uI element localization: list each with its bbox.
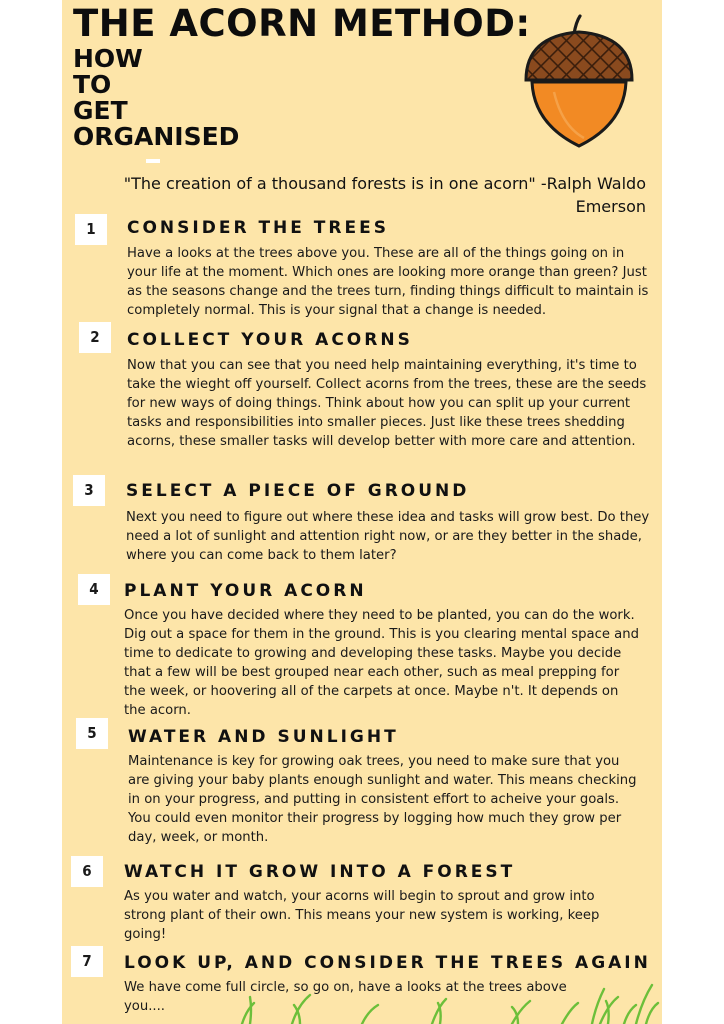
title-divider bbox=[146, 159, 160, 163]
subtitle-line: ORGANISED bbox=[73, 122, 240, 151]
step-heading: COLLECT YOUR ACORNS bbox=[127, 330, 413, 350]
step-heading: PLANT YOUR ACORN bbox=[124, 581, 367, 601]
page-title: THE ACORN METHOD: bbox=[73, 2, 531, 45]
step-number: 4 bbox=[78, 574, 110, 605]
step-number: 6 bbox=[71, 856, 103, 887]
step-body: Next you need to figure out where these idea and tasks will grow best. Do they need a lot of sunlight and attention right now, or are they better in the shade, where you can come back to them later? bbox=[126, 510, 650, 563]
step-heading: WATCH IT GROW INTO A FOREST bbox=[124, 862, 516, 882]
step-number: 2 bbox=[79, 322, 111, 353]
step-body: As you water and watch, your acorns will begin to sprout and grow into strong plant of their own. This means your new system is working, keep going! bbox=[124, 889, 600, 942]
step-heading: LOOK UP, AND CONSIDER THE TREES AGAIN bbox=[124, 953, 651, 973]
acorn-icon bbox=[524, 14, 634, 150]
step-body: Now that you can see that you need help maintaining everything, it's time to take the wieght off yourself. Collect acorns from the trees, these are the seeds for new ways of doing things. Think about how you can split up your current tasks and responsibilities into smaller pieces. Just like these trees shedding acorns, these smaller tasks will develop better with more care and attention. bbox=[127, 358, 647, 449]
subtitle-line: GET bbox=[73, 96, 128, 125]
step-heading: CONSIDER THE TREES bbox=[127, 218, 389, 238]
step-number: 7 bbox=[71, 946, 103, 977]
step-body: We have come full circle, so go on, have a looks at the trees above you.... bbox=[124, 980, 567, 1014]
step-body: Once you have decided where they need to be planted, you can do the work. Dig out a space for them in the ground. This is you clearing mental space and time to dedicate to growing and developing these tasks. Maybe you decide that a few will be best grouped near each other, such as meal prepping for the week, or hoovering all of the carpets at once. Maybe n't. It depends on the acorn. bbox=[124, 608, 639, 718]
subtitle-line: TO bbox=[73, 70, 112, 99]
step-number: 5 bbox=[76, 718, 108, 749]
subtitle-line: HOW bbox=[73, 44, 143, 73]
step-heading: SELECT A PIECE OF GROUND bbox=[126, 481, 470, 501]
grass-decoration-icon bbox=[232, 975, 662, 1024]
page-subtitle bbox=[73, 46, 273, 150]
step-number: 3 bbox=[73, 475, 105, 506]
step-body: Have a looks at the trees above you. These are all of the things going on in your life at the moment. Which ones are looking more orange than green? Just as the seasons change and the trees turn, finding things difficult to maintain is completely normal. This is your signal that a change is needed. bbox=[127, 246, 649, 318]
step-number: 1 bbox=[75, 214, 107, 245]
step-body: Maintenance is key for growing oak trees, you need to make sure that you are giving your baby plants enough sunlight and water. This means checking in on your progress, and putting in consistent effort to acheive your goals. You could even monitor their progress by logging how much they grow per day, week, or month. bbox=[128, 754, 637, 845]
quote: "The creation of a thousand forests is in one acorn" -Ralph Waldo Emerson bbox=[123, 174, 646, 216]
infographic-page bbox=[62, 0, 662, 1024]
step-heading: WATER AND SUNLIGHT bbox=[128, 727, 399, 747]
